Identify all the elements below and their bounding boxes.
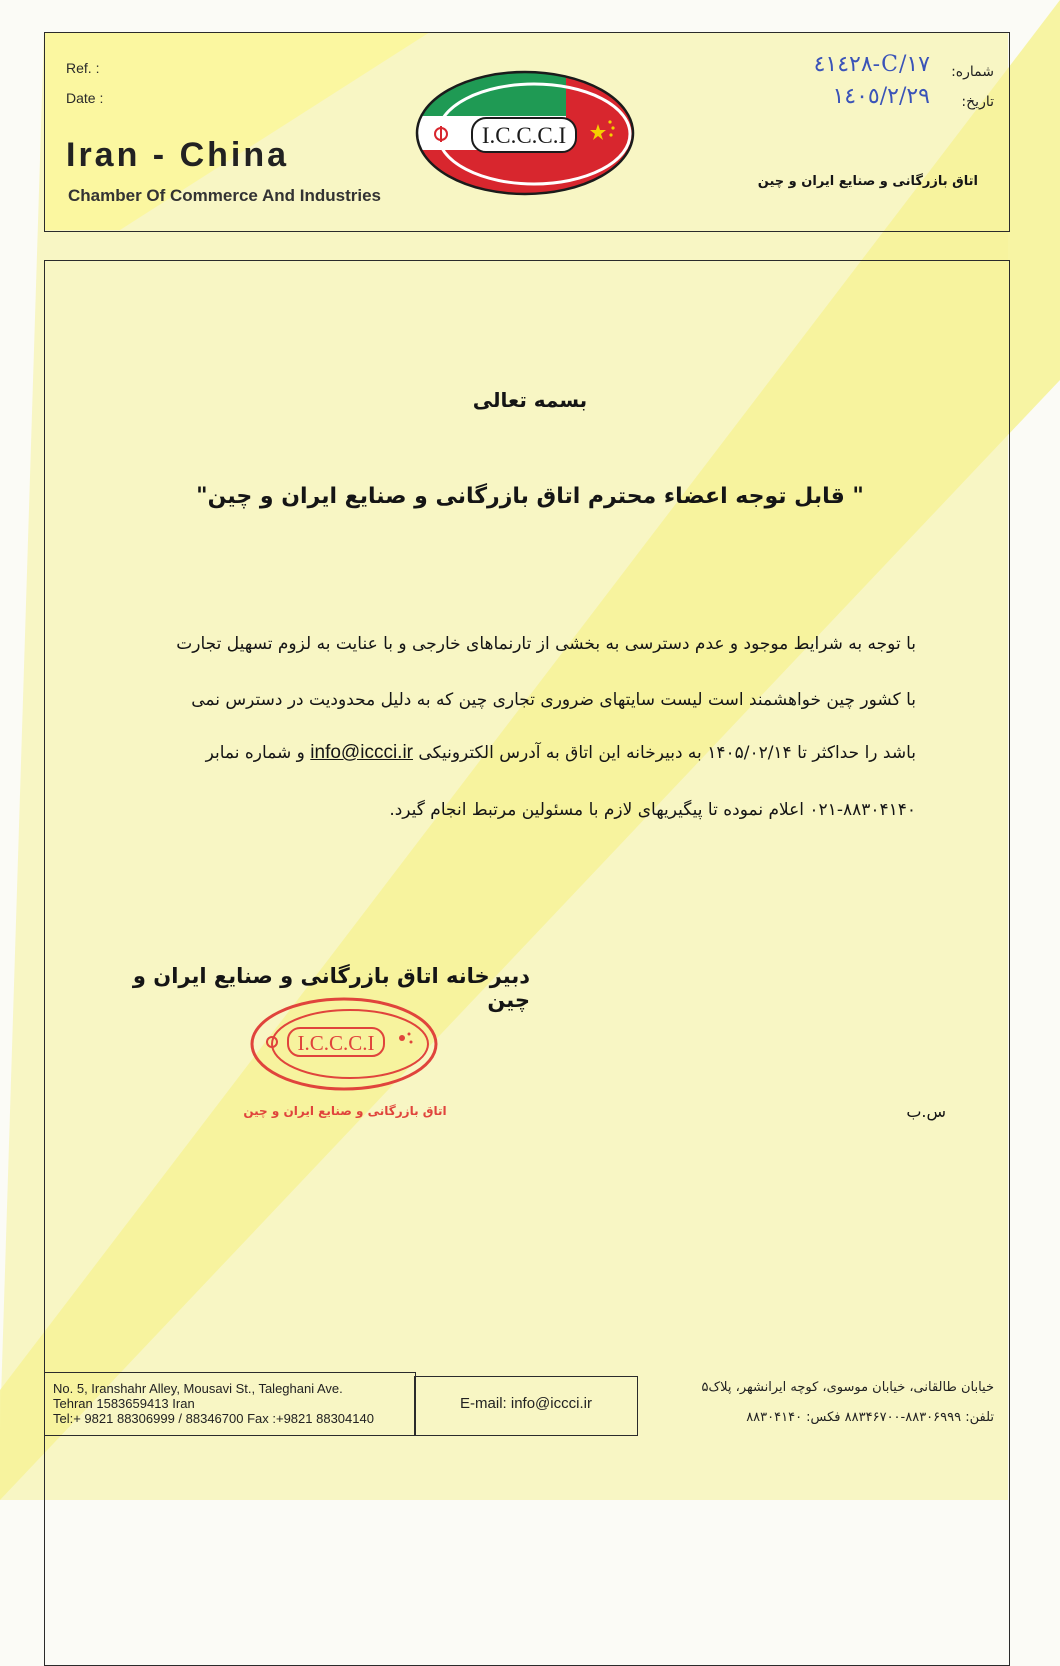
chamber-name-en: Chamber Of Commerce And Industries: [68, 186, 381, 205]
footer-address-en-1: No. 5, Iranshahr Alley, Mousavi St., Taleghani Ave.: [53, 1381, 343, 1396]
date-label: Date :: [66, 90, 104, 106]
stamp-stars-icon: [399, 1033, 413, 1044]
iccci-logo: [414, 68, 636, 198]
letter-frame: [44, 260, 1010, 1666]
addressee-heading: " قابل توجه اعضاء محترم اتاق بازرگانی و صنایع ایران و چین": [196, 484, 864, 509]
footer-address-fa: خیابان طالقانی، خیابان موسوی، کوچه ایرانشهر، پلاک۵: [701, 1380, 994, 1395]
brand-title: Iran - China: [66, 136, 290, 174]
handwritten-date: ١٤٠٥/٢/٢٩: [832, 84, 930, 109]
stamp-caption: اتاق بازرگانی و صنایع ایران و چین: [243, 1104, 447, 1118]
stamp-text: I.C.C.C.I: [297, 1031, 375, 1055]
footer-address-en-box: [44, 1372, 416, 1436]
red-stamp: [246, 994, 442, 1094]
footer-email-box: [414, 1376, 638, 1436]
footer-address-en-3: Tel:+ 9821 88306999 / 88346700 Fax :+9821 88304140: [53, 1411, 374, 1426]
footer-address-en-2: Tehran 1583659413 Iran: [53, 1396, 195, 1411]
date-label-fa: تاریخ:: [961, 94, 994, 110]
footer-phone-fa: تلفن: ۸۸۳۰۶۹۹۹-۸۸۳۴۶۷۰۰ فکس: ۸۸۳۰۴۱۴۰: [746, 1410, 994, 1425]
secretariat-title: دبیرخانه اتاق بازرگانی و صنایع ایران و چین: [132, 964, 530, 1012]
bismillah: بسمه تعالی: [472, 388, 588, 412]
ref-label: Ref. :: [66, 60, 100, 76]
number-label-fa: شماره:: [951, 64, 994, 80]
body-line-2: با کشور چین خواهشمند است لیست سایتهای ضروری تجاری چین که به دلیل محدودیت در دسترس نمی: [191, 690, 916, 710]
body-line-3: [110, 742, 916, 764]
body-line-1: با توجه به شرایط موجود و عدم دسترسی به بخشی از تارنماهای خارجی و با عنایت به لزوم تسهیل تجارت: [176, 634, 916, 654]
initials: س.ب: [906, 1102, 946, 1121]
body-line-3-start: باشد را حداکثر تا ۱۴۰۵/۰۲/۱۴ به دبیرخانه این اتاق به آدرس الکترونیکی: [418, 743, 916, 763]
body-line-4: ۰۲۱-۸۸۳۰۴۱۴۰ اعلام نموده تا پیگیریهای لازم با مسئولین مرتبط انجام گیرد.: [389, 800, 916, 820]
footer-email[interactable]: E-mail: info@iccci.ir: [460, 1395, 592, 1412]
handwritten-number: ١٧/C-٤١٤٢٨: [813, 52, 930, 77]
chamber-name-fa: اتاق بازرگانی و صنایع ایران و چین: [757, 174, 978, 189]
body-line-3-end: و شماره نمابر: [205, 743, 305, 763]
logo-text: I.C.C.C.I: [481, 123, 567, 148]
email-link[interactable]: info@iccci.ir: [310, 742, 413, 763]
